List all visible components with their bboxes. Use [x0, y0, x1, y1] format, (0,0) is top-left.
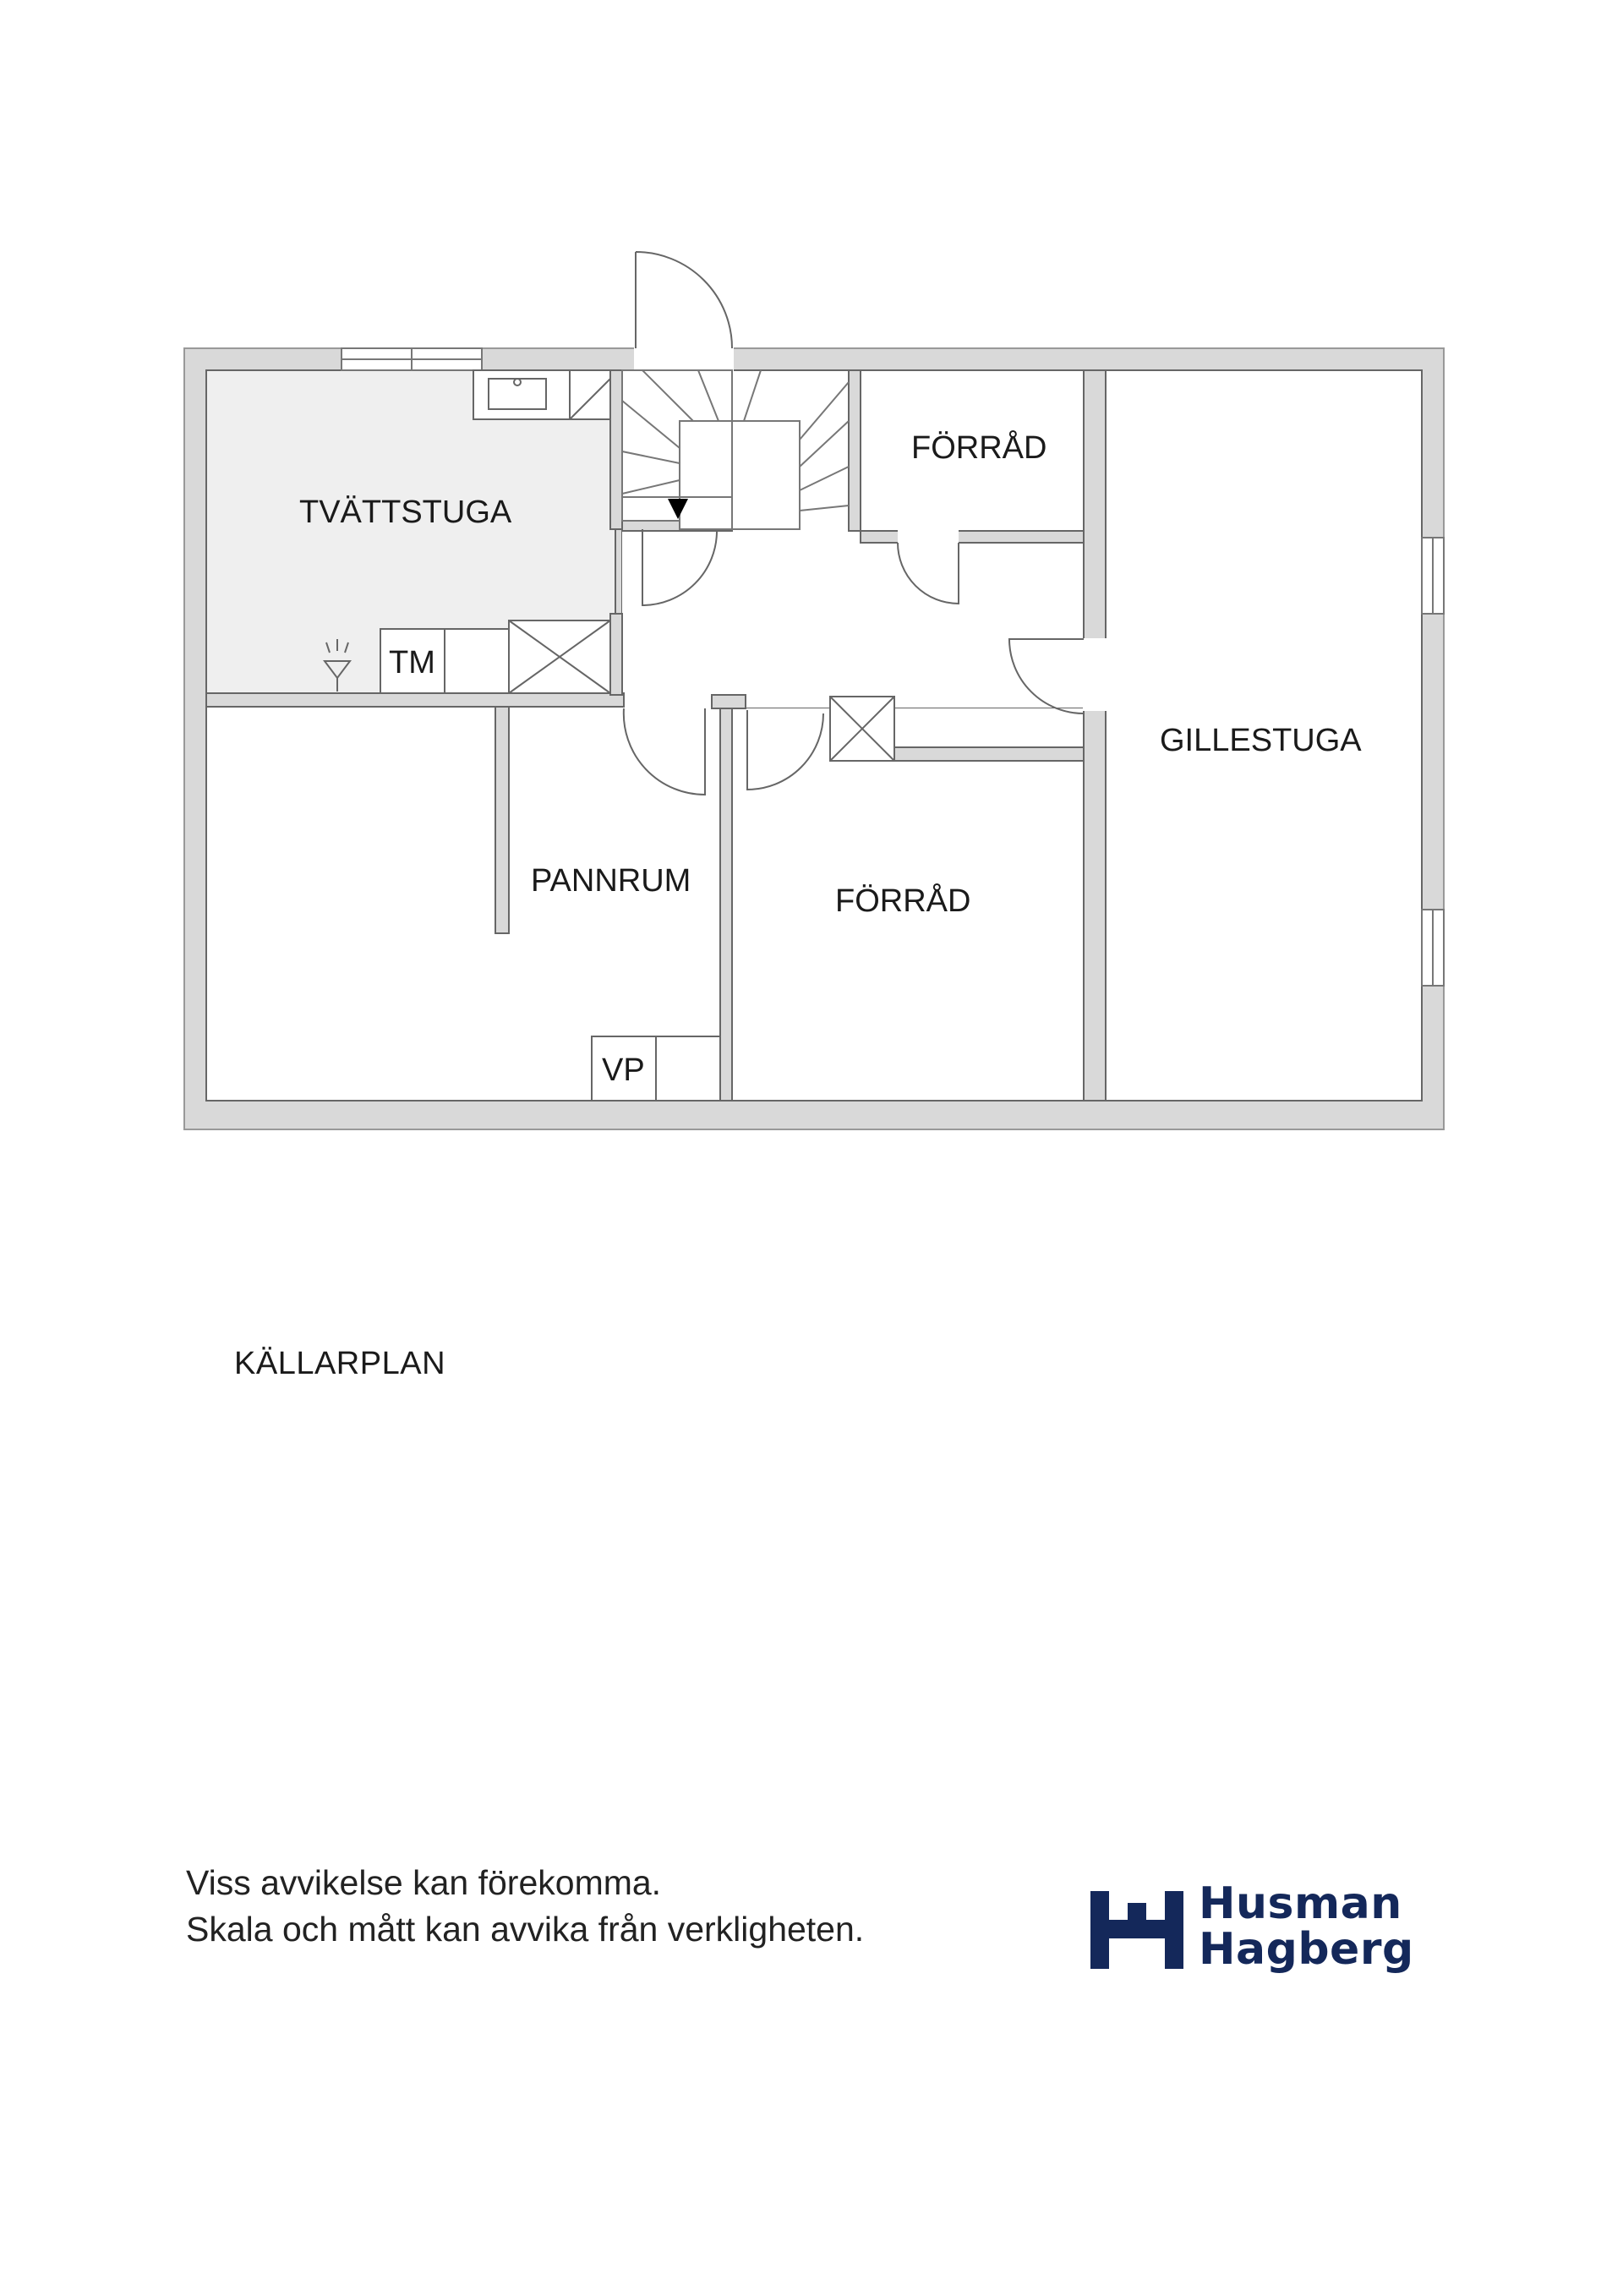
- label-gillestuga: GILLESTUGA: [1160, 723, 1362, 758]
- door-gap-forrad: [898, 530, 959, 544]
- door-opening-gillestuga: [1083, 638, 1107, 711]
- logo-line-2: Hagberg: [1199, 1924, 1414, 1975]
- label-forrad-lower: FÖRRÅD: [835, 883, 971, 919]
- wall-stair-forrad: [849, 370, 861, 531]
- logo-line-1: Husman: [1199, 1878, 1402, 1929]
- label-tvattstuga: TVÄTTSTUGA: [299, 495, 512, 530]
- sink: [473, 370, 570, 419]
- wall-tvatt-stair: [610, 370, 622, 529]
- vp-label: VP: [602, 1052, 645, 1088]
- plan-caption: KÄLLARPLAN: [234, 1346, 446, 1381]
- tm-label: TM: [389, 645, 435, 681]
- window-right-1: [1422, 538, 1444, 614]
- wall-tvatt-lower: [206, 693, 624, 707]
- label-pannrum: PANNRUM: [531, 863, 691, 899]
- disclaimer-line-1: Viss avvikelse kan förekomma.: [186, 1863, 662, 1902]
- disclaimer: [186, 1860, 864, 1953]
- logo-text: [1199, 1878, 1414, 1975]
- counter-corner: [570, 370, 610, 419]
- wall-tvatt-stair-2: [610, 614, 622, 695]
- wall-hall-left: [712, 695, 746, 708]
- entrance-door-swing: [636, 252, 732, 348]
- window-right-2: [1422, 910, 1444, 986]
- label-forrad-upper: FÖRRÅD: [911, 430, 1047, 466]
- wall-pannrum-partial: [495, 707, 509, 933]
- pannrum-upper: [624, 693, 722, 727]
- wall-pannrum-forrad: [720, 708, 732, 1101]
- hallway-right: [849, 543, 1084, 708]
- appliance-box: [445, 629, 509, 693]
- shaft-tvatt: [509, 620, 610, 693]
- wall-under-forrad: [861, 531, 1084, 543]
- logo-mark-icon: [1090, 1891, 1185, 1969]
- entrance-opening: [634, 347, 734, 372]
- husman-hagberg-logo: [1090, 1878, 1420, 1982]
- wall-hall-gillestuga: [1084, 370, 1106, 1101]
- disclaimer-line-2: Skala och mått kan avvika från verkligheten.: [186, 1910, 865, 1949]
- shaft-forrad: [830, 697, 894, 761]
- window-top: [342, 348, 482, 370]
- wall-forrad-lower-top: [894, 747, 1084, 761]
